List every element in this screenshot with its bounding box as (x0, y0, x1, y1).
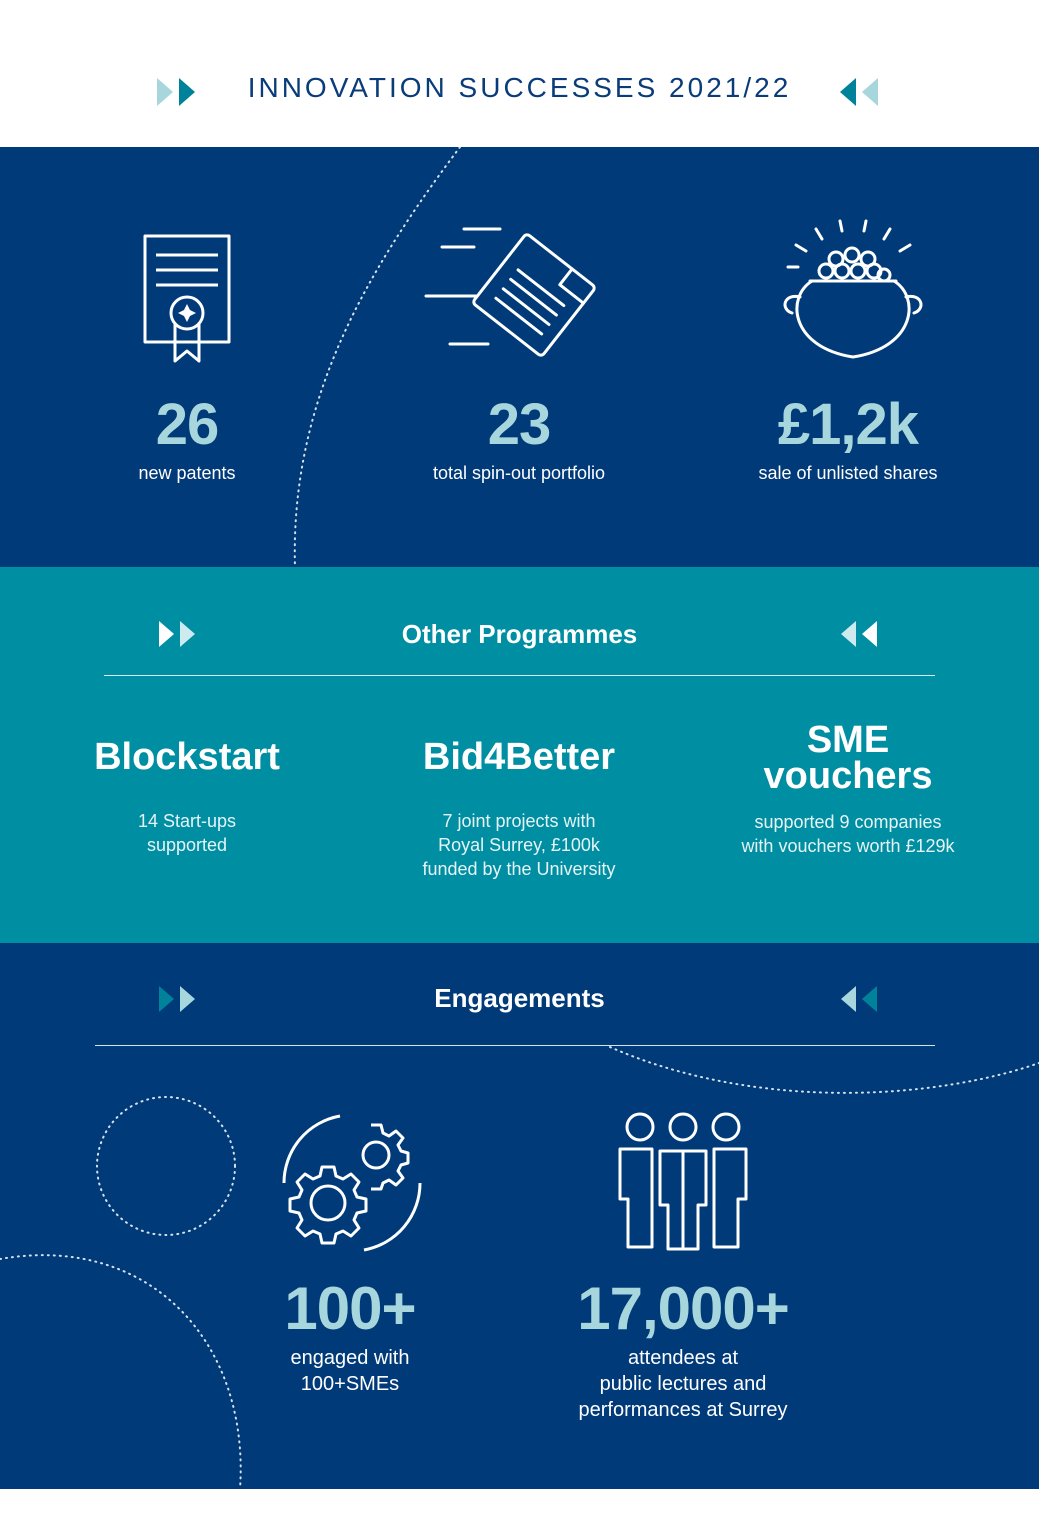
engagement-label (530, 1345, 836, 1423)
programmes-title: Other Programmes (401, 619, 638, 649)
name-line: vouchers (763, 755, 933, 797)
desc-line: supported 9 companies (754, 812, 942, 832)
divider (95, 1045, 935, 1046)
label-line: performances at Surrey (578, 1399, 788, 1421)
programme-name (683, 719, 1013, 797)
engagement-smes (200, 1277, 500, 1397)
stat-value: 26 (155, 392, 219, 457)
label-line: public lectures and (599, 1373, 767, 1395)
stats-section (0, 147, 1039, 567)
programme-desc (22, 809, 352, 857)
label-line: engaged with (290, 1347, 410, 1369)
flying-document-icon (424, 223, 614, 372)
double-arrow-left-icon (841, 986, 883, 1012)
stat-label: new patents (138, 463, 236, 483)
programme-bid4better (354, 736, 684, 881)
dotted-circle-decorations (0, 943, 1039, 1489)
programme-name: Blockstart (94, 736, 280, 778)
engagement-label (200, 1345, 500, 1397)
name-line: SME (806, 719, 890, 761)
desc-line: funded by the University (422, 859, 616, 879)
engagement-value: 100+ (284, 1275, 416, 1342)
stat-label: sale of unlisted shares (758, 463, 938, 483)
desc-line: 7 joint projects with (442, 811, 596, 831)
stat-label: total spin-out portfolio (432, 463, 606, 483)
page-title: INNOVATION SUCCESSES 2021/22 (247, 72, 792, 103)
engagement-value: 17,000+ (577, 1275, 789, 1342)
gears-icon (280, 1111, 424, 1260)
label-line: attendees at (627, 1347, 739, 1369)
double-arrow-left-icon (841, 621, 883, 647)
desc-line: with vouchers worth £129k (741, 836, 955, 856)
desc-line: Royal Surrey, £100k (438, 835, 600, 855)
stat-value: 23 (487, 392, 551, 457)
programme-sme-vouchers (683, 719, 1013, 858)
engagement-attendees (530, 1277, 836, 1423)
programme-name: Bid4Better (422, 736, 616, 778)
desc-line: supported (146, 835, 228, 855)
stat-value: £1,2k (777, 392, 919, 457)
pot-of-gold-icon (778, 217, 928, 372)
footer (0, 1489, 1039, 1529)
desc-line: 14 Start-ups (137, 811, 237, 831)
label-line: 100+SMEs (300, 1373, 400, 1395)
programme-desc (683, 810, 1013, 858)
header (0, 0, 1039, 147)
engagements-section (0, 943, 1039, 1489)
programme-desc (354, 809, 684, 881)
programme-blockstart (22, 736, 352, 857)
divider (104, 675, 935, 676)
patent-certificate-icon (142, 233, 232, 372)
programmes-section (0, 567, 1039, 943)
people-group-icon (610, 1111, 756, 1258)
double-arrow-left-icon (840, 78, 884, 106)
engagements-title: Engagements (434, 983, 605, 1013)
